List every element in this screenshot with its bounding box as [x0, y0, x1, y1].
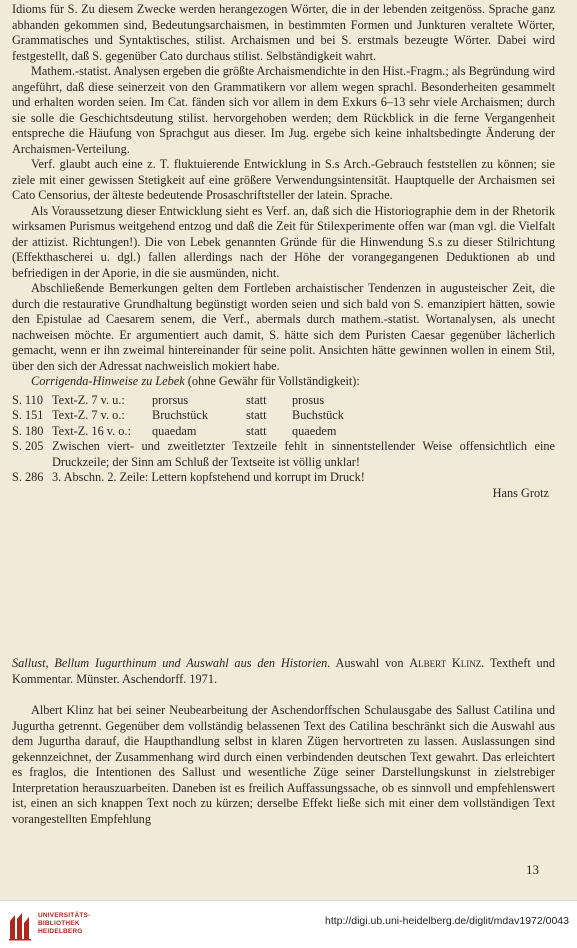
paragraph: Albert Klinz hat bei seiner Neubearbeitung der Aschendorffschen Schulausgabe des Sallust Catilina und Jugurtha getrennt. Gegenüber dem vollständig belassenen Text des Catilina beschränkt sich die Auswahl aus dem Jugurtha darauf, die Haupthandlung selbst in klaren Zügen hervortreten zu lassen. Auslassungen sind gekennzeichnet, der Zusammenhang wird durch einen verbindenden deutschen Text gewahrt. Das erleichtert es fraglos, die Intentionen des Sallust und wesentliche Züge seiner Darstellungskunst in zielstrebiger Interpretation herauszuarbeiten. Daneben ist es freilich Auffassungssache, ob es sinnvoll und empfehlenswert ist, einen an sich knappen Text noch zu kürzen; derselbe Effekt ließe sich mit einer dem vollständigen Text vorangestellten Empfehlung	[12, 703, 555, 826]
corr-page: S. 205	[12, 439, 44, 453]
corrigenda-row	[12, 424, 555, 440]
university-library-logo-icon	[8, 911, 34, 941]
corrigenda-table	[12, 393, 555, 486]
corr-page: S. 286	[12, 470, 44, 484]
library-name	[38, 912, 90, 936]
corr-wrong: prorsus	[152, 392, 189, 407]
corr-right: prosus	[292, 392, 325, 407]
corr-statt: statt	[246, 392, 267, 407]
review-2-title: Sallust, Bellum Iugurthinum und Auswahl aus den Historien.	[12, 656, 331, 670]
corr-text: 3. Abschn. 2. Zeile: Lettern kopfstehend und korrupt im Druck!	[52, 470, 365, 484]
corr-page: S. 151	[12, 408, 44, 422]
corrigenda-title-italic: Corrigenda-Hinweise zu Lebek	[31, 374, 185, 388]
corr-right: quaedem	[292, 423, 337, 438]
library-name-line: BIBLIOTHEK	[38, 920, 80, 927]
review-2-title-rest: Auswahl von	[330, 656, 410, 670]
library-name-line: HEIDELBERG	[38, 928, 83, 935]
paragraph: Idioms für S. Zu diesem Zwecke werden herangezogen Wörter, die in der lebenden zeitgenöss. Sprache ganz abhanden gekommen sind, Bedeutungsarchaismen, in bestimmten Formen und Junkturen veraltete Wörter, Grammatisches und Syntaktisches, stilist. Archaismen und bei S. erstmals bezeugte Wörter. Dabei wird festgestellt, daß S. gegenüber Cato durchaus stilist. Selbständigkeit wahrt.	[12, 2, 555, 63]
library-name-line: UNIVERSITÄTS-	[38, 912, 91, 919]
paragraph: Mathem.-statist. Analysen ergeben die größte Archaismendichte in den Hist.-Fragm.; als Begründung wird angeführt, daß diese seinerzeit von den Grammatikern vor allem wegen sprachl. Besonderheiten gesammelt und erhalten worden seien. Im Cat. fänden sich vor allem in dem Exkurs 6–13 sehr viele Archaismen; durch sie solle die Geschichtsdeutung stilist. hervorgehoben werden; dem Rückblick in die ferne Vergangenheit entspreche die Häufung von Sprachgut aus dieser. Im Jug. ergebe sich keine inhaltsbedingte Änderung der Archaismen-Verteilung.	[12, 64, 555, 156]
corr-ref: Text-Z. 16 v. o.:	[52, 423, 131, 438]
corr-ref: Text-Z. 7 v. o.:	[52, 408, 125, 422]
review-2-pubinfo: . Textheft und Kommentar. Münster. Aschendorff. 1971.	[12, 656, 555, 686]
permalink[interactable]: http://digi.ub.uni-heidelberg.de/diglit/mdav1972/0043	[324, 915, 569, 927]
corrigenda-title-rest: (ohne Gewähr für Vollständigkeit):	[184, 374, 360, 388]
corr-right: Buchstück	[292, 408, 344, 422]
corr-text: Zwischen viert- und zweitletzter Textzeile fehlt in sinnentstellender Weise offensichtlich eine Druckzeile; der Sinn am Schluß der Textseite ist völlig unklar!	[52, 439, 555, 469]
corr-page: S. 180	[12, 423, 44, 438]
corr-statt: statt	[246, 408, 267, 422]
corrigenda-row	[12, 470, 555, 486]
reviewer-signature: Hans Grotz	[492, 485, 549, 500]
corr-wrong: quaedam	[152, 423, 197, 438]
review-2-heading	[12, 656, 555, 687]
corrigenda-heading	[12, 374, 555, 390]
review-1-text	[12, 2, 555, 501]
review-2-editor: Albert Klinz	[409, 656, 482, 670]
paragraph: Abschließende Bemerkungen gelten dem Fortleben archaistischer Tendenzen in augusteischer Zeit, die durch die restaurative Grundhaltung begünstigt worden seien und sich bald von S. emanzipiert hätten, sowie den Epistulae ad Caesarem senem, die Verf., abermals durch mathem.-statist. Wortanalysen, als unecht nachweisen möchte. Er argumentiert auch damit, S. hätte sich dem Puristen Caesar gegenüber lächerlich gemacht, wenn er ihn zweimal hintereinander für seine polit. Ansichten hätte gewinnen wollen in einem Stil, über den sich der Adressat nachweislich mokiert habe.	[12, 281, 555, 373]
corr-wrong: Bruchstück	[152, 408, 209, 422]
review-2-text	[12, 656, 555, 827]
viewer-footer	[0, 900, 577, 948]
corrigenda-row	[12, 393, 555, 409]
paragraph: Verf. glaubt auch eine z. T. fluktuierende Entwicklung in S.s Arch.-Gebrauch feststellen zu können; sie ziele mit einer gewissen Stetigkeit auf eine größere Verwendungsintensität. Hauptquelle der Archaismen sei Cato Censorius, der älteste bedeutende Prosaschriftsteller der latein. Sprache.	[12, 157, 555, 202]
corrigenda-row	[12, 408, 555, 424]
corrigenda-row	[12, 439, 555, 470]
page-number: 13	[526, 862, 539, 877]
paragraph: Als Voraussetzung dieser Entwicklung sieht es Verf. an, daß sich die Historiographie dem in der Rhetorik wirksamen Purismus weitgehend entzog und daß die Zeit für Stilexperimente offen war (man vgl. die Vielfalt der attizist. Richtungen!). Die von Lebek genannten Gründe für die Hinwendung S.s zu dieser Stilrichtung (Effekthascherei u. dgl.) fallen allerdings nach der Höhe der vorangegangenen Deduktionen ab und befriedigen in der Aporie, in die sie ausmünden, nicht.	[12, 203, 555, 280]
corr-page: S. 110	[12, 392, 43, 407]
corr-statt: statt	[246, 423, 267, 438]
corr-ref: Text-Z. 7 v. u.:	[52, 392, 125, 407]
